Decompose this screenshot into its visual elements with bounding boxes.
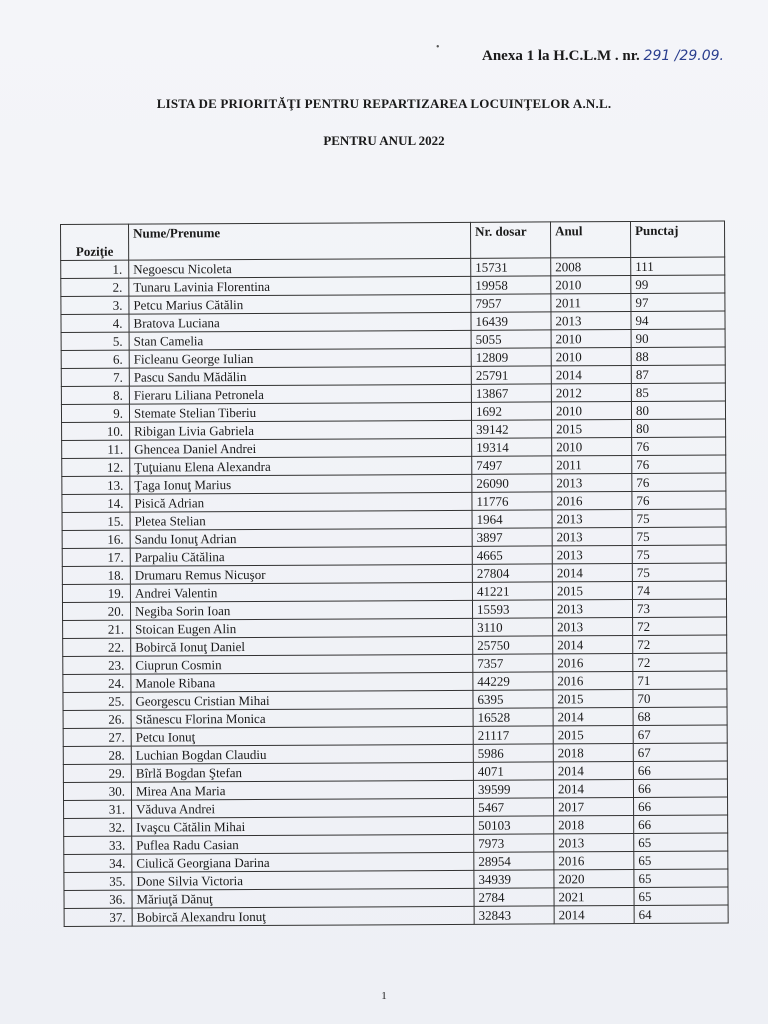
cell-punctaj: 85: [631, 383, 725, 401]
cell-punctaj: 71: [633, 671, 727, 689]
cell-nume: Drumaru Remus Nicuşor: [130, 564, 472, 584]
cell-pozitie: 19.: [62, 584, 130, 602]
cell-pozitie: 6.: [61, 350, 129, 368]
cell-nume: Parpaliu Cătălina: [130, 546, 472, 566]
cell-pozitie: 25.: [63, 692, 131, 710]
cell-pozitie: 29.: [63, 764, 131, 782]
cell-pozitie: 24.: [63, 674, 131, 692]
cell-pozitie: 12.: [62, 458, 130, 476]
cell-pozitie: 1.: [61, 260, 129, 278]
cell-nume: Ciuprun Cosmin: [131, 654, 473, 674]
cell-anul: 2014: [553, 762, 633, 780]
cell-dosar: 3897: [472, 528, 552, 546]
cell-dosar: 16439: [471, 312, 551, 330]
cell-punctaj: 73: [632, 599, 726, 617]
cell-anul: 2013: [551, 312, 631, 330]
cell-punctaj: 66: [634, 797, 728, 815]
cell-pozitie: 18.: [62, 566, 130, 584]
cell-nume: Mirea Ana Maria: [131, 780, 473, 800]
cell-nume: Bobircă Alexandru Ionuţ: [132, 906, 474, 926]
cell-dosar: 4665: [472, 546, 552, 564]
cell-punctaj: 72: [633, 635, 727, 653]
cell-nume: Petcu Ionuţ: [131, 726, 473, 746]
cell-nume: Ficleanu George Iulian: [129, 348, 471, 368]
cell-dosar: 25791: [471, 366, 551, 384]
cell-punctaj: 70: [633, 689, 727, 707]
cell-nume: Măriuţă Dănuţ: [132, 888, 474, 908]
cell-punctaj: 72: [633, 617, 727, 635]
cell-nume: Fieraru Liliana Petronela: [129, 384, 471, 404]
cell-anul: 2016: [553, 654, 633, 672]
cell-pozitie: 27.: [63, 728, 131, 746]
cell-nume: Puflea Radu Casian: [132, 834, 474, 854]
cell-pozitie: 21.: [63, 620, 131, 638]
cell-dosar: 15593: [472, 600, 552, 618]
cell-anul: 2012: [551, 384, 631, 402]
cell-nume: Ghencea Daniel Andrei: [130, 438, 472, 458]
cell-pozitie: 14.: [62, 494, 130, 512]
cell-dosar: 11776: [472, 492, 552, 510]
cell-dosar: 26090: [472, 474, 552, 492]
cell-pozitie: 30.: [63, 782, 131, 800]
cell-punctaj: 72: [633, 653, 727, 671]
cell-punctaj: 75: [632, 545, 726, 563]
cell-anul: 2015: [553, 726, 633, 744]
cell-anul: 2011: [552, 456, 632, 474]
cell-dosar: 39599: [473, 780, 553, 798]
cell-nume: Sandu Ionuţ Adrian: [130, 528, 472, 548]
cell-anul: 2010: [551, 402, 631, 420]
cell-nume: Negoescu Nicoleta: [129, 258, 471, 278]
cell-dosar: 7357: [473, 654, 553, 672]
header-nume: Nume/Prenume: [129, 222, 471, 260]
cell-dosar: 34939: [474, 870, 554, 888]
cell-pozitie: 16.: [62, 530, 130, 548]
annex-label: Anexa 1 la H.C.L.M . nr.: [482, 48, 640, 64]
cell-nume: Done Silvia Victoria: [132, 870, 474, 890]
cell-punctaj: 74: [632, 581, 726, 599]
cell-pozitie: 28.: [63, 746, 131, 764]
cell-dosar: 2784: [474, 888, 554, 906]
cell-dosar: 44229: [473, 672, 553, 690]
cell-anul: 2014: [554, 906, 634, 924]
cell-anul: 2010: [551, 276, 631, 294]
cell-punctaj: 75: [632, 527, 726, 545]
cell-nume: Bobircă Ionuţ Daniel: [131, 636, 473, 656]
cell-nume: Stoican Eugen Alin: [131, 618, 473, 638]
cell-anul: 2014: [553, 708, 633, 726]
cell-pozitie: 11.: [62, 440, 130, 458]
cell-punctaj: 97: [631, 293, 725, 311]
cell-punctaj: 76: [632, 491, 726, 509]
cell-dosar: 7957: [471, 294, 551, 312]
cell-nume: Stan Camelia: [129, 330, 471, 350]
cell-punctaj: 90: [631, 329, 725, 347]
cell-punctaj: 67: [633, 743, 727, 761]
cell-pozitie: 32.: [64, 818, 132, 836]
cell-punctaj: 76: [632, 473, 726, 491]
cell-dosar: 16528: [473, 708, 553, 726]
cell-punctaj: 65: [634, 887, 728, 905]
cell-punctaj: 80: [631, 401, 725, 419]
cell-dosar: 5986: [473, 744, 553, 762]
cell-punctaj: 66: [633, 779, 727, 797]
cell-anul: 2013: [552, 528, 632, 546]
cell-dosar: 15731: [471, 258, 551, 276]
cell-dosar: 5055: [471, 330, 551, 348]
cell-punctaj: 68: [633, 707, 727, 725]
cell-pozitie: 20.: [62, 602, 130, 620]
cell-punctaj: 76: [632, 455, 726, 473]
cell-anul: 2013: [553, 618, 633, 636]
cell-anul: 2016: [554, 852, 634, 870]
cell-dosar: 28954: [474, 852, 554, 870]
cell-anul: 2014: [553, 636, 633, 654]
cell-nume: Tunaru Lavinia Florentina: [129, 276, 471, 296]
cell-nume: Pascu Sandu Mădălin: [129, 366, 471, 386]
cell-anul: 2014: [553, 780, 633, 798]
cell-pozitie: 7.: [61, 368, 129, 386]
cell-nume: Bratova Luciana: [129, 312, 471, 332]
cell-punctaj: 75: [632, 509, 726, 527]
cell-nume: Pisică Adrian: [130, 492, 472, 512]
cell-dosar: 39142: [472, 420, 552, 438]
cell-dosar: 41221: [472, 582, 552, 600]
cell-nume: Negiba Sorin Ioan: [130, 600, 472, 620]
cell-punctaj: 65: [634, 833, 728, 851]
cell-pozitie: 2.: [61, 278, 129, 296]
cell-nume: Manole Ribana: [131, 672, 473, 692]
cell-anul: 2018: [553, 744, 633, 762]
annex-reference: [482, 48, 724, 65]
document-subtitle: PENTRU ANUL 2022: [323, 133, 445, 148]
cell-punctaj: 66: [634, 815, 728, 833]
cell-dosar: 19314: [472, 438, 552, 456]
cell-punctaj: 76: [632, 437, 726, 455]
cell-dosar: 4071: [473, 762, 553, 780]
cell-nume: Ţaga Ionuţ Marius: [130, 474, 472, 494]
table-row: [64, 905, 728, 926]
document-title: LISTA DE PRIORITĂŢI PENTRU REPARTIZAREA LOCUINŢELOR A.N.L.: [156, 96, 612, 111]
cell-punctaj: 65: [634, 869, 728, 887]
cell-dosar: 7973: [474, 834, 554, 852]
cell-anul: 2013: [552, 600, 632, 618]
cell-dosar: 1692: [471, 402, 551, 420]
cell-anul: 2010: [551, 348, 631, 366]
cell-nume: Văduva Andrei: [132, 798, 474, 818]
header-punctaj: Punctaj: [630, 221, 724, 257]
pen-mark: •: [436, 42, 440, 53]
cell-anul: 2016: [553, 672, 633, 690]
cell-nume: Ribigan Livia Gabriela: [130, 420, 472, 440]
cell-pozitie: 15.: [62, 512, 130, 530]
cell-nume: Pletea Stelian: [130, 510, 472, 530]
cell-pozitie: 26.: [63, 710, 131, 728]
cell-anul: 2013: [554, 834, 634, 852]
cell-anul: 2013: [552, 510, 632, 528]
cell-nume: Stemate Stelian Tiberiu: [129, 402, 471, 422]
cell-dosar: 7497: [472, 456, 552, 474]
cell-punctaj: 94: [631, 311, 725, 329]
cell-anul: 2016: [552, 492, 632, 510]
cell-nume: Luchian Bogdan Claudiu: [131, 744, 473, 764]
header-dosar: Nr. dosar: [470, 222, 550, 258]
cell-pozitie: 23.: [63, 656, 131, 674]
cell-pozitie: 4.: [61, 314, 129, 332]
cell-pozitie: 10.: [62, 422, 130, 440]
cell-punctaj: 67: [633, 725, 727, 743]
cell-dosar: 5467: [474, 798, 554, 816]
cell-punctaj: 65: [634, 851, 728, 869]
cell-pozitie: 33.: [64, 836, 132, 854]
cell-pozitie: 36.: [64, 890, 132, 908]
cell-pozitie: 22.: [63, 638, 131, 656]
cell-nume: Ciulică Georgiana Darina: [132, 852, 474, 872]
cell-nume: Georgescu Cristian Mihai: [131, 690, 473, 710]
cell-punctaj: 80: [632, 419, 726, 437]
cell-punctaj: 88: [631, 347, 725, 365]
priority-table: [60, 221, 729, 927]
cell-punctaj: 64: [634, 905, 728, 923]
cell-anul: 2010: [552, 438, 632, 456]
header-anul: Anul: [550, 222, 630, 258]
cell-punctaj: 99: [631, 275, 725, 293]
cell-anul: 2014: [552, 564, 632, 582]
cell-anul: 2021: [554, 888, 634, 906]
annex-handwritten-number: 291 /29.09.: [643, 48, 724, 64]
cell-pozitie: 8.: [61, 386, 129, 404]
cell-anul: 2008: [551, 258, 631, 276]
table-header-row: [61, 221, 725, 260]
cell-anul: 2015: [552, 582, 632, 600]
cell-dosar: 3110: [473, 618, 553, 636]
cell-dosar: 50103: [474, 816, 554, 834]
cell-anul: 2015: [553, 690, 633, 708]
cell-pozitie: 5.: [61, 332, 129, 350]
cell-anul: 2013: [552, 474, 632, 492]
cell-nume: Ţuţuianu Elena Alexandra: [130, 456, 472, 476]
cell-anul: 2018: [554, 816, 634, 834]
cell-dosar: 12809: [471, 348, 551, 366]
cell-punctaj: 111: [631, 257, 725, 275]
cell-punctaj: 87: [631, 365, 725, 383]
cell-nume: Ivaşcu Cătălin Mihai: [132, 816, 474, 836]
cell-pozitie: 3.: [61, 296, 129, 314]
cell-anul: 2020: [554, 870, 634, 888]
cell-pozitie: 35.: [64, 872, 132, 890]
cell-nume: Petcu Marius Cătălin: [129, 294, 471, 314]
cell-pozitie: 13.: [62, 476, 130, 494]
cell-dosar: 32843: [474, 906, 554, 924]
cell-dosar: 25750: [473, 636, 553, 654]
cell-pozitie: 9.: [61, 404, 129, 422]
cell-pozitie: 34.: [64, 854, 132, 872]
cell-dosar: 6395: [473, 690, 553, 708]
cell-dosar: 13867: [471, 384, 551, 402]
cell-anul: 2017: [554, 798, 634, 816]
cell-punctaj: 66: [633, 761, 727, 779]
cell-nume: Stănescu Florina Monica: [131, 708, 473, 728]
cell-pozitie: 31.: [64, 800, 132, 818]
header-pozitie: Poziţie: [61, 224, 129, 260]
cell-punctaj: 75: [632, 563, 726, 581]
cell-pozitie: 17.: [62, 548, 130, 566]
cell-anul: 2010: [551, 330, 631, 348]
cell-anul: 2013: [552, 546, 632, 564]
cell-nume: Andrei Valentin: [130, 582, 472, 602]
cell-dosar: 1964: [472, 510, 552, 528]
cell-nume: Bîrlă Bogdan Ştefan: [131, 762, 473, 782]
cell-anul: 2015: [552, 420, 632, 438]
cell-pozitie: 37.: [64, 908, 132, 926]
cell-anul: 2011: [551, 294, 631, 312]
cell-dosar: 27804: [472, 564, 552, 582]
page-number: 1: [381, 990, 387, 1002]
cell-anul: 2014: [551, 366, 631, 384]
cell-dosar: 21117: [473, 726, 553, 744]
cell-dosar: 19958: [471, 276, 551, 294]
